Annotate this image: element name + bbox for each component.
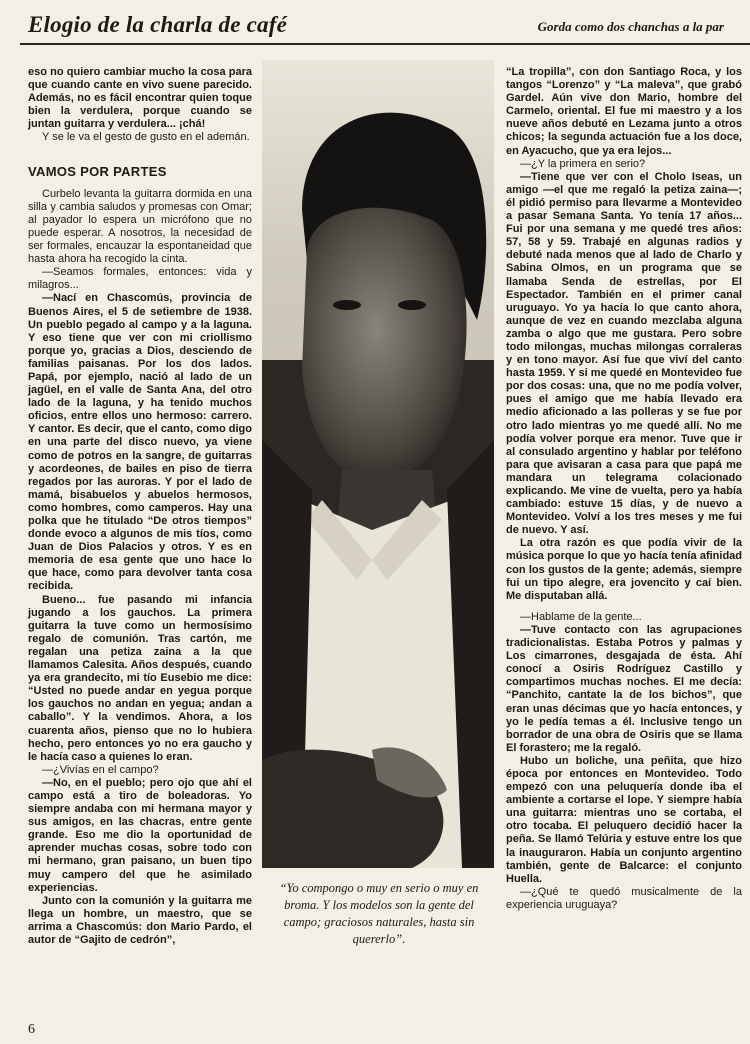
answer: —Tuve contacto con las agrupaciones tradicionalistas. Estaba Potros y palmas y Los cimarrones, desgajada de ésta. Ahí conocí a Osiris Rodríguez Castillo y compartimos muchas noches. El me decía: “Panchito, cantate la de los bichos”, que eran unas décimas que yo hacía entonces, y yo le pedía temas a él. Inclusive tengo un borrador de una obra de Osiris que se llama El forastero; me la regaló.	[506, 623, 742, 754]
paragraph: eso no quiero cambiar mucho la cosa para que cuando cante en vivo suene parecido. Además, no es fácil encontrar quien toque bien la verdulera, porque cuando se juntan guitarra y verdulera... ¡chá!	[28, 66, 252, 131]
question: —¿Qué te quedó musicalmente de la experiencia uruguaya?	[506, 885, 742, 911]
answer: Junto con la comunión y la guitarra me llega un hombre, un maestro, que se arrima a Chascomús: don Mario Pardo, el autor de “Gajito de cedrón”,	[28, 894, 252, 946]
right-column	[506, 66, 742, 912]
answer: La otra razón es que podía vivir de la música porque lo que yo hacía tenía afinidad con los gustos de la gente; además, siempre fui un tipo alegre, era jovencito y caí bien. Me disputaban allá.	[506, 537, 742, 602]
question: —Seamos formales, entonces: vida y milagros...	[28, 266, 252, 292]
left-column	[28, 66, 252, 947]
question: —¿Vivías en el campo?	[42, 763, 159, 776]
answer: Hubo un boliche, una peñita, que hizo época por entonces en Montevideo. Todo empezó con una peluquería donde iba el ambiente a cortarse el lope. Y siempre había una guitarra: mientras uno se cortaba, el otro tocaba. El peluquero decidió hacer la peña. Se llamó Telúria y estuve entre los que la inauguraron. Había un conjunto argentino también, gente de Balcarce: el conjunto Huella.	[506, 754, 742, 885]
question: —Hablame de la gente...	[520, 610, 642, 623]
page-header	[0, 0, 750, 44]
answer: —Tiene que ver con el Cholo Iseas, un amigo —el que me regaló la petiza zaina—; él pidió permiso para llevarme a Montevideo a pasar Semana Santa. Yo tenía 17 años... Fui por una semana y me quedé tres años: 57, 58 y 59. Trabajé en algunas radios y debuté nada menos que al lado de Charlo y Sabina Olmos, en un programa que se llamaba Senda de estrellas, por El Espectador. También en el primer canal uruguayo. Yo ya hacía lo que canto ahora, aunque de vez en cuando mezclaba alguna zamba o algo que me gustara. Pero sobre todo milongas, muchas milongas corraleras y en tono mayor. Así fue que viví del canto hasta 1959. Y si me quedé en Montevideo fue por dos cosas: una, que no me podía volver, pues el amigo que me había llevado era medio aficionado a las polleras y se fue por otro lado mientras yo me quedé allí. No me podía volver porque era menor. Tuve que ir al consulado argentino y hablar por teléfono para que avisaran a casa para que papá me mandara un telegrama colacionado explicando. Me vine de vuelta, pero ya había cambiado: estuve 15 días, y de nuevo a Montevideo. Volví a los tres meses y me fui de nuevo. Y así.	[506, 170, 742, 537]
paragraph: Curbelo levanta la guitarra dormida en una silla y cambia saludos y promesas con Omar; al payador lo espera un micrófono que no puede esperar. A nosotros, la necesidad de ser formales, encauzar la espontaneidad que hasta ahora ha recogido la cinta.	[28, 187, 252, 266]
answer: Bueno... fue pasando mi infancia jugando a los gauchos. La primera guitarra la tuve como un hermosísimo regalo de comunión. Tras cartón, me regalan una petiza zaina a la que llamamos Calesita. Años después, cuando ya era grandecito, mi tío Eusebio me dice: “Usted no puede andar en yegua porque los gauchos no andan en yegua; andan a caballo”. Y la vendimos. Ahora, a los cuarenta años, pienso que no lo hubiera hecho, pero entonces yo no era gaucho y le hacía caso a quienes lo eran.	[28, 593, 252, 763]
running-head: Gorda como dos chanchas a la par	[537, 19, 724, 34]
answer: —Nací en Chascomús, provincia de Buenos Aires, el 5 de setiembre de 1938. Un pueblo pegado al campo y a la laguna. Y eso tiene que ver con mi criollismo porque yo, gracias a Dios, desciendo de familias paisanas. Por los dos lados. Papá, por ejemplo, nació al lado de un jagüel, en el valle de Santa Ana, del otro lado de la laguna, y ha tenido muchos oficios, entre ellos uno hermoso: carrero. Y cantor. Es decir, que el canto, como digo en una parte del disco nuevo, ya viene como de potros en la sangre, de guitarras y acordeones, de bailes en piso de tierra regados por las auroras. Y por el lado de mamá, bisabuelos y abuelos hermosos, como hombres, como camperos. Hay una polka que he titulado “De otros tiempos” donde evoco a algunos de mis tíos, como Juan de Dios Palacios y otros. Y es en memoria de esa gente que uno hace lo que hace, como para devolver tanta cosa recibida.	[28, 292, 252, 593]
page-number: 6	[28, 1022, 35, 1037]
header-rule	[20, 43, 750, 45]
answer: —No, en el pueblo; pero ojo que ahí el campo está a tiro de boleadoras. Yo siempre andaba con mi hermana mayor y sus amigos, en las chacras, entre gente grande. Eso me dio la oportunidad de aprender muchas cosas, sobre todo con mi hermano, gran paisano, un buen tipo muy campero del que he asimilado experiencias.	[28, 776, 252, 894]
portrait-photo	[262, 60, 494, 868]
photo-caption: “Yo compongo o muy en serio o muy en broma. Y los modelos son la gente del campo; graciosos naturales, hasta sin quererlo”.	[279, 881, 479, 946]
paragraph: Y se le va el gesto de gusto en el ademán.	[42, 131, 250, 144]
article-title: Elogio de la charla de café	[28, 12, 287, 37]
answer: “La tropilla”, con don Santiago Roca, y los tangos “Lorenzo” y “La maleva”, que grabó Gardel. Aún vive don Mario, hombre del Carmelo, oriental. El fue mi maestro y a los nueve años debuté en Lezama junto a otros chicos; la segunda actuación fue a los doce, en Ayacucho, que ya era lejos...	[506, 66, 742, 157]
question: —¿Y la primera en serio?	[520, 157, 646, 170]
section-heading: VAMOS POR PARTES	[28, 163, 167, 179]
